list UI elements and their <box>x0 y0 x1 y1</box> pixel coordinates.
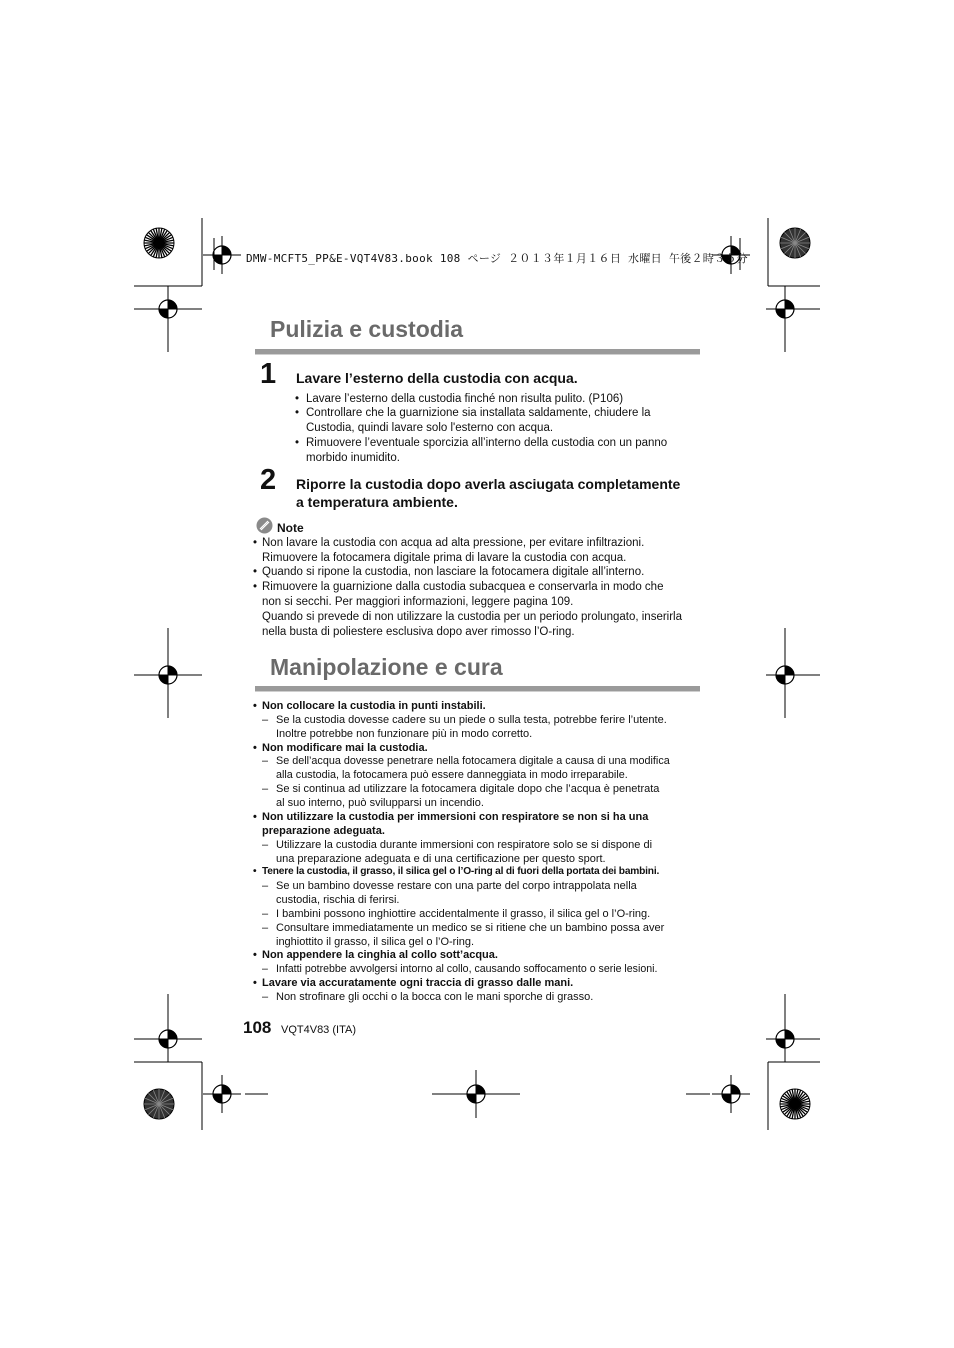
step-title: Lavare l’esterno della custodia con acqua. <box>296 370 578 386</box>
list-item-continuation: Custodia, quindi lavare solo l'esterno con acqua. <box>306 422 554 434</box>
list-item: • Lavare via accuratamente ogni traccia di grasso dalle mani. <box>253 977 574 989</box>
note-icon <box>256 517 273 534</box>
sub-item-continuation: inghiottito il grasso, il silica gel o l’O-ring. <box>276 936 475 948</box>
section-title-manipolazione: Manipolazione e cura <box>270 654 503 680</box>
list-item: • Non utilizzare la custodia per immersioni con respiratore se non si ha una <box>253 811 649 823</box>
list-item: • Non appendere la cinghia al collo sott’acqua. <box>253 949 498 961</box>
list-item: • Rimuovere l’eventuale sporcizia all’interno della custodia con un panno <box>295 437 668 449</box>
section-rule <box>255 349 700 354</box>
document-code: VQT4V83 (ITA) <box>281 1024 356 1036</box>
sub-item: – Utilizzare la custodia durante immersioni con respiratore solo se si dispone di <box>262 839 653 851</box>
sub-item: – Non strofinare gli occhi o la bocca con le mani sporche di grasso. <box>262 991 594 1003</box>
note-line: • Non lavare la custodia con acqua ad alta pressione, per evitare infiltrazioni. <box>253 537 645 549</box>
note-line: non si secchi. Per maggiori informazioni, leggere pagina 109. <box>262 596 574 608</box>
registration-target-icon <box>712 1075 750 1113</box>
sub-item: – Se si continua ad utilizzare la fotocamera digitale dopo che l’acqua è penetrata <box>262 783 660 795</box>
list-item: • Tenere la custodia, il grasso, il silica gel o l’O-ring al di fuori della portata dei bambini. <box>253 866 660 877</box>
registration-target-icon <box>203 1075 241 1113</box>
sub-item: – Se dell’acqua dovesse penetrare nella fotocamera digitale a causa di una modifica <box>262 755 670 767</box>
sub-item: – Se la custodia dovesse cadere su un piede o sulla testa, potrebbe ferire l’utente. <box>262 714 667 726</box>
note-line: • Rimuovere la guarnizione dalla custodia subacquea e conservarla in modo che <box>253 581 664 593</box>
sub-item-continuation: alla custodia, la fotocamera può essere danneggiata in modo irreparabile. <box>276 769 628 781</box>
section-rule <box>255 686 700 691</box>
registration-target-icon <box>203 236 241 274</box>
sub-item: – Consultare immediatamente un medico se si ritiene che un bambino possa aver <box>262 922 665 934</box>
note-line: • Quando si ripone la custodia, non lasciare la fotocamera digitale all’interno. <box>253 566 645 578</box>
print-header: DMW-MCFT5_PP&E-VQT4V83.book 108 ページ ２０１３年１月１６日 水曜日 午後２時３５分 <box>246 252 748 265</box>
sub-item: – I bambini possono inghiottire accidentalmente il grasso, il silica gel o l’O-ring. <box>262 908 651 920</box>
step-number: 1 <box>260 358 277 390</box>
section-title-pulizia: Pulizia e custodia <box>270 316 463 342</box>
list-item-continuation: preparazione adeguata. <box>262 825 385 837</box>
sub-item-continuation: al suo interno, può svilupparsi un incendio. <box>276 797 484 809</box>
sub-item: – Infatti potrebbe avvolgersi intorno al collo, causando soffocamento o serie lesioni. <box>262 963 658 975</box>
page-number: 108 <box>243 1018 272 1037</box>
step-number: 2 <box>260 464 277 496</box>
note-label: Note <box>277 521 304 535</box>
list-item: • Lavare l’esterno della custodia finché non risulta pulito. (P106) <box>295 393 624 405</box>
sub-item-continuation: Inoltre potrebbe non funzionare più in modo corretto. <box>276 728 533 740</box>
note-line: nella busta di poliestere esclusiva dopo aver rimosso l’O-ring. <box>262 626 575 638</box>
note-line: Quando si prevede di non utilizzare la custodia per un periodo prolungato, inserirla <box>262 611 683 623</box>
list-item: • Non collocare la custodia in punti instabili. <box>253 700 486 712</box>
starburst-icon <box>144 1089 174 1119</box>
starburst-icon <box>780 1089 810 1119</box>
step-title: Riporre la custodia dopo averla asciugata completamente a temperatura ambiente. <box>296 476 681 510</box>
starburst-icon <box>144 228 174 258</box>
starburst-icon <box>780 228 810 258</box>
sub-item-continuation: una preparazione adeguata e di una certificazione per questo sport. <box>276 853 606 865</box>
list-item: • Non modificare mai la custodia. <box>253 742 428 754</box>
note-line: Rimuovere la fotocamera digitale prima di lavare la custodia con acqua. <box>262 552 627 564</box>
sub-item: – Se un bambino dovesse restare con una parte del corpo intrappolata nella <box>262 880 637 892</box>
list-item: • Controllare che la guarnizione sia installata saldamente, chiudere la <box>295 407 651 419</box>
list-item-continuation: morbido inumidito. <box>306 452 400 464</box>
sub-item-continuation: custodia, rischia di ferirsi. <box>276 894 400 906</box>
